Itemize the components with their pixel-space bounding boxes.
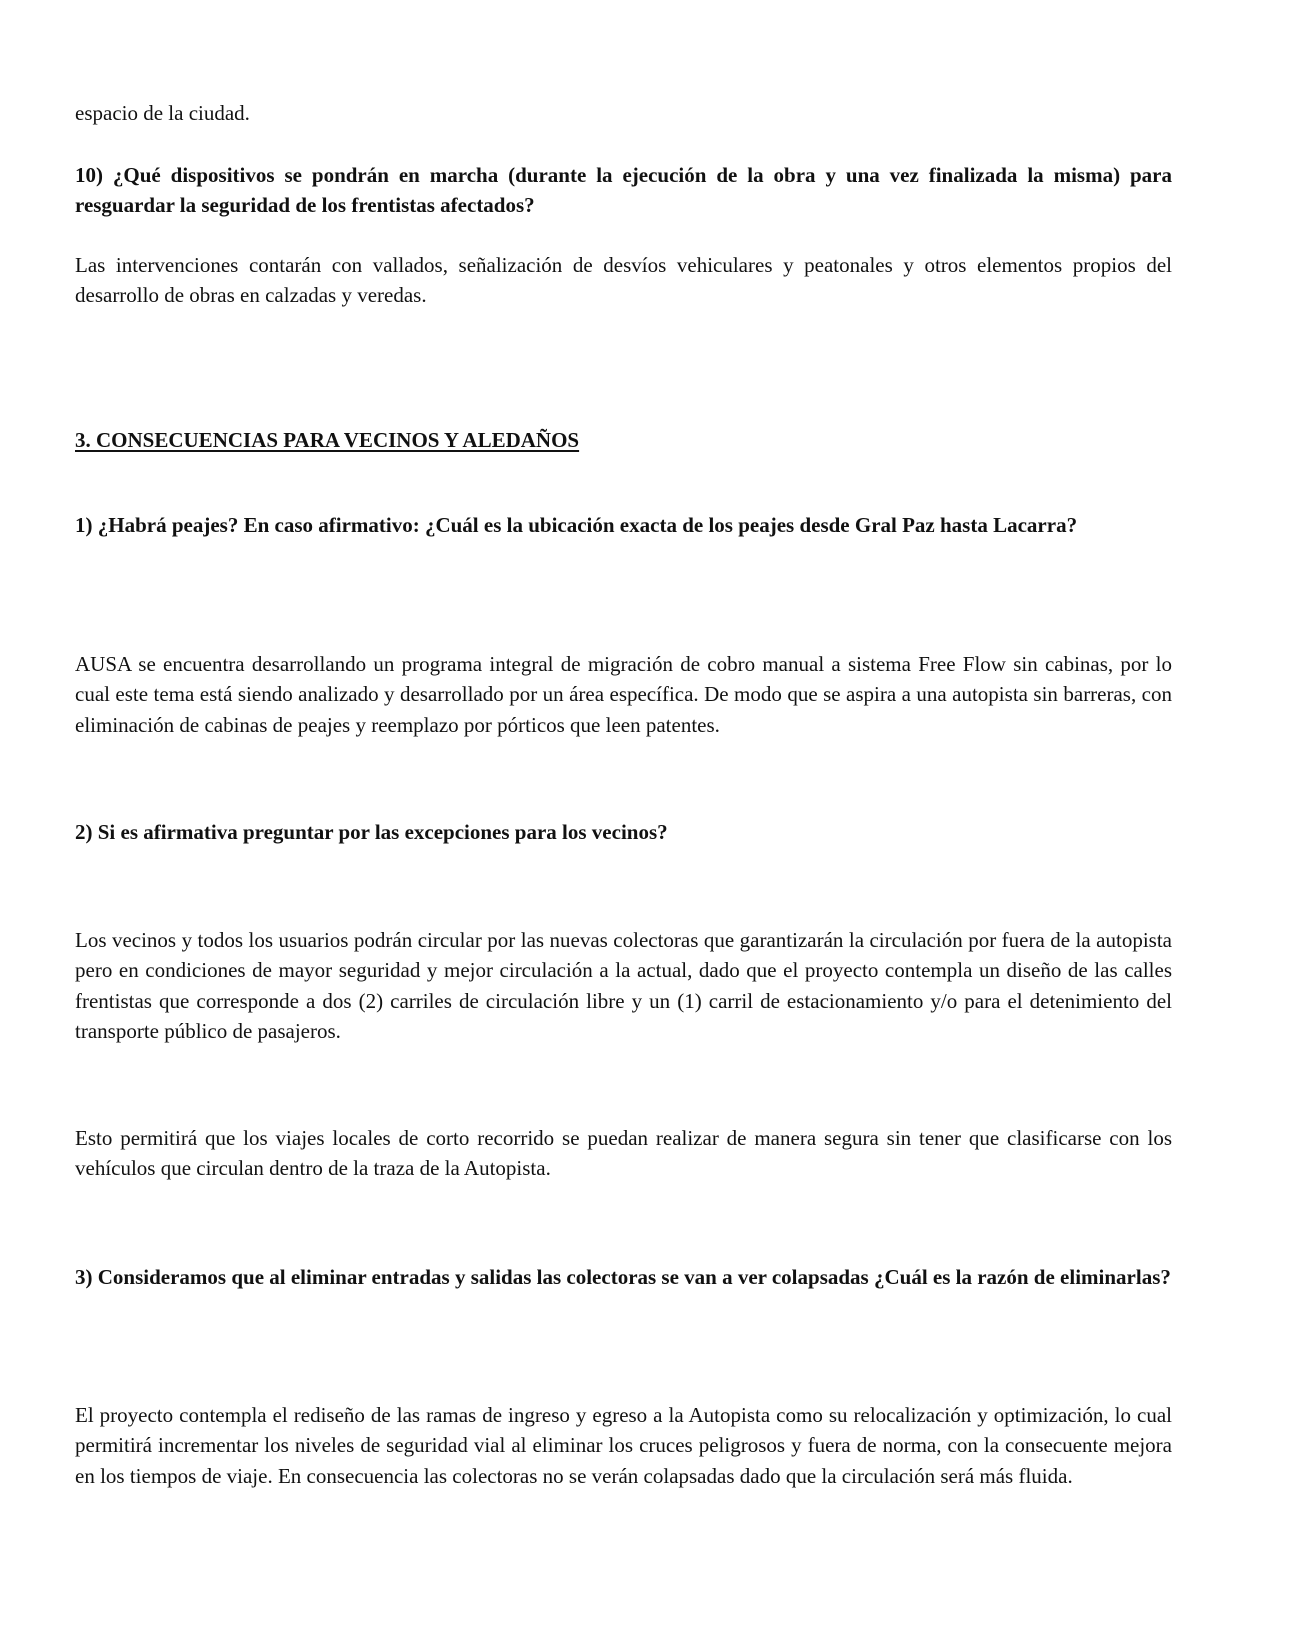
paragraph-continuation: espacio de la ciudad.: [75, 101, 250, 125]
answer-2-paragraph-1: Los vecinos y todos los usuarios podrán circular por las nuevas colectoras que garantizarán la circulación por fuera de la autopista pero en condiciones de mayor seguridad y mejor circulación a la actual, dado que el proyecto contempla un diseño de las calles frentistas que corresponde a dos (2) carriles de circulación libre y un (1) carril de estacionamiento y/o para el detenimiento del transporte público de pasajeros.: [75, 928, 1172, 1044]
answer-3: El proyecto contempla el rediseño de las ramas de ingreso y egreso a la Autopista como su relocalización y optimización, lo cual permitirá incrementar los niveles de seguridad vial al eliminar los cruces peligrosos y fuera de norma, con la consecuente mejora en los tiempos de viaje. En consecuencia las colectoras no se verán colapsadas dado que la circulación será más fluida.: [75, 1403, 1172, 1488]
question-10: 10) ¿Qué dispositivos se pondrán en marcha (durante la ejecución de la obra y una vez finalizada la misma) para resguardar la seguridad de los frentistas afectados?: [75, 163, 1172, 218]
answer-1: AUSA se encuentra desarrollando un programa integral de migración de cobro manual a sistema Free Flow sin cabinas, por lo cual este tema está siendo analizado y desarrollado por un área específica. De modo que se aspira a una autopista sin barreras, con eliminación de cabinas de peajes y reemplazo por pórticos que leen patentes.: [75, 652, 1172, 737]
question-3: 3) Consideramos que al eliminar entradas y salidas las colectoras se van a ver colapsadas ¿Cuál es la razón de eliminarlas?: [75, 1265, 1171, 1289]
section-heading: 3. CONSECUENCIAS PARA VECINOS Y ALEDAÑOS: [75, 428, 580, 452]
answer-10: Las intervenciones contarán con vallados, señalización de desvíos vehiculares y peatonales y otros elementos propios del desarrollo de obras en calzadas y veredas.: [75, 253, 1172, 308]
question-2: 2) Si es afirmativa preguntar por las excepciones para los vecinos?: [75, 820, 668, 844]
answer-2-paragraph-2: Esto permitirá que los viajes locales de corto recorrido se puedan realizar de manera segura sin tener que clasificarse con los vehículos que circulan dentro de la traza de la Autopista.: [75, 1126, 1172, 1181]
question-1: 1) ¿Habrá peajes? En caso afirmativo: ¿Cuál es la ubicación exacta de los peajes desde Gral Paz hasta Lacarra?: [75, 513, 1078, 537]
